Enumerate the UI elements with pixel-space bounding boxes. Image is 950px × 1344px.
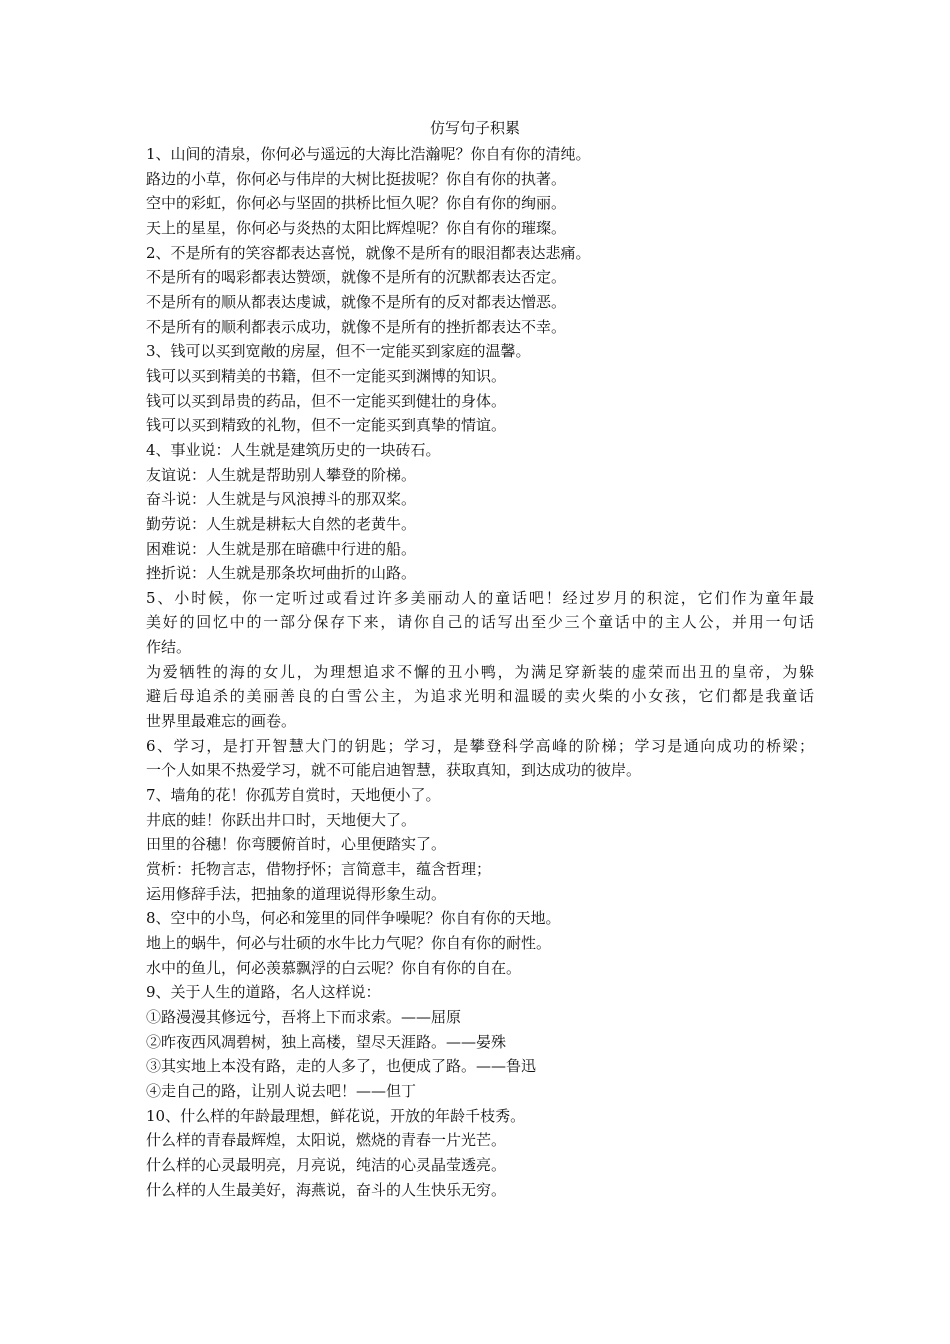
text-line: 什么样的心灵最明亮，月亮说，纯洁的心灵晶莹透亮。 [146,1155,507,1174]
text-line: 钱可以买到精美的书籍，但不一定能买到渊博的知识。 [146,366,507,385]
text-line: ①路漫漫其修远兮，吾将上下而求索。——屈原 [146,1007,462,1026]
text-line: 7、墙角的花！你孤芳自赏时，天地便小了。 [146,786,441,805]
text-line: 田里的谷穗！你弯腰俯首时，心里便踏实了。 [146,835,447,854]
text-line: 3、钱可以买到宽敞的房屋，但不一定能买到家庭的温馨。 [146,342,531,361]
document-body [146,142,814,1202]
document-title: 仿写句子积累 [429,119,520,137]
text-line: 不是所有的顺利都表示成功，就像不是所有的挫折都表达不幸。 [146,317,567,336]
text-line: 避后母追杀的美丽善良的白雪公主，为追求光明和温暖的卖火柴的小女孩，它们都是我童话 [146,687,814,706]
text-line: 为爱牺牲的海的女儿，为理想追求不懈的丑小鸭，为满足穿新装的虚荣而出丑的皇帝，为躲 [146,662,814,681]
text-line: ④走自己的路，让别人说去吧！——但丁 [146,1081,417,1100]
text-line: 1、山间的清泉，你何必与遥远的大海比浩瀚呢？你自有你的清纯。 [146,145,591,163]
text-line: 美好的回忆中的一部分保存下来，请你自己的话写出至少三个童话中的主人公，并用一句话 [146,613,814,632]
text-line: 一个人如果不热爱学习，就不可能启迪智慧，获取真知，到达成功的彼岸。 [146,761,642,780]
text-line: 2、不是所有的笑容都表达喜悦，就像不是所有的眼泪都表达悲痛。 [146,243,591,262]
text-line: 5、小时候，你一定听过或看过许多美丽动人的童话吧！经过岁月的积淀，它们作为童年最 [146,588,814,607]
text-line: 天上的星星，你何必与炎热的太阳比辉煌呢？你自有你的璀璨。 [146,218,567,237]
text-line: 作结。 [146,638,192,657]
text-line: 水中的鱼儿，何必羡慕飘浮的白云呢？你自有你的自在。 [146,958,522,977]
text-line: 10、什么样的年龄最理想，鲜花说，开放的年龄千枝秀。 [146,1106,526,1125]
text-line: 奋斗说：人生就是与风浪搏斗的那双桨。 [146,490,417,509]
text-line: 挫折说：人生就是那条坎坷曲折的山路。 [146,564,417,583]
text-line: 什么样的人生最美好，海燕说，奋斗的人生快乐无穷。 [146,1180,507,1199]
text-line: 8、空中的小鸟，何必和笼里的同伴争噪呢？你自有你的天地。 [146,909,561,928]
text-line: ③其实地上本没有路，走的人多了，也便成了路。——鲁迅 [146,1057,537,1076]
text-line: 9、关于人生的道路，名人这样说： [146,983,381,1002]
text-line: 4、事业说：人生就是建筑历史的一块砖石。 [146,440,441,459]
text-line: 困难说：人生就是那在暗礁中行进的船。 [146,539,417,558]
text-line: 不是所有的顺从都表达虔诚，就像不是所有的反对都表达憎恶。 [146,292,567,311]
text-line: 勤劳说：人生就是耕耘大自然的老黄牛。 [146,514,417,533]
text-line: 井底的蛙！你跃出井口时，天地便大了。 [146,810,417,829]
text-line: 地上的蜗牛，何必与壮硕的水牛比力气呢？你自有你的耐性。 [146,934,552,952]
text-line: 钱可以买到昂贵的药品，但不一定能买到健壮的身体。 [146,391,507,410]
text-line: 钱可以买到精致的礼物，但不一定能买到真挚的情谊。 [146,416,507,435]
text-line: 赏析：托物言志，借物抒怀；言简意丰，蕴含哲理； [146,860,492,879]
text-line: 运用修辞手法，把抽象的道理说得形象生动。 [146,884,447,903]
text-line: 路边的小草，你何必与伟岸的大树比挺拔呢？你自有你的执著。 [146,169,567,188]
text-line: 6、学习，是打开智慧大门的钥匙；学习，是攀登科学高峰的阶梯；学习是通向成功的桥梁； [146,736,814,755]
text-line: 空中的彩虹，你何必与坚固的拱桥比恒久呢？你自有你的绚丽。 [146,194,567,213]
text-line: 什么样的青春最辉煌，太阳说，燃烧的青春一片光芒。 [146,1131,507,1150]
text-line: 友谊说：人生就是帮助别人攀登的阶梯。 [146,465,417,484]
text-line: 世界里最难忘的画卷。 [146,712,297,731]
text-line: ②昨夜西风凋碧树，独上高楼，望尽天涯路。——晏殊 [146,1032,507,1051]
text-line: 不是所有的喝彩都表达赞颂，就像不是所有的沉默都表达否定。 [146,268,567,287]
